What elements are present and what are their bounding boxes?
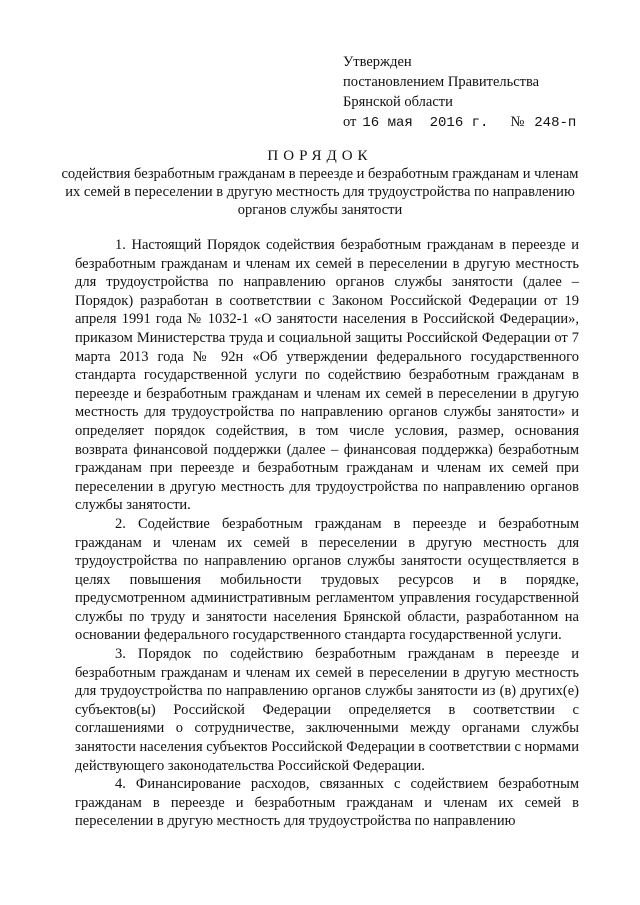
paragraph-3: 3. Порядок по содействию безработным гражданам в переезде и безработным гражданам и членам их семей в переселении в другую местность для трудоустройства по направлению органов службы занятости из (в) других(е) субъектов(ы) Российской Федерации определяется в соответствии с соглашениями о сотрудничестве, заключенными между органами службы занятости населения субъектов Российской Федерации в соответствии с нормами действующего законодательства Российской Федерации. — [75, 646, 579, 774]
approval-number-sign: № — [510, 114, 525, 130]
approval-line-region: Брянской области — [343, 94, 453, 110]
approval-date-value: 16 мая 2016 г. — [362, 115, 489, 131]
approval-line-resolution: постановлением Правительства — [343, 74, 540, 90]
paragraph-4: 4. Финансирование расходов, связанных с содействием безработным гражданам в переезде и безработным гражданам и членам их семей в переселении в другую местность для трудоустройства по направлению — [75, 776, 579, 830]
document-title: ПОРЯДОК — [267, 148, 373, 164]
paragraph-1: 1. Настоящий Порядок содействия безработным гражданам в переезде и безработным гражданам и членам их семей в переселении в другую местность для трудоустройства по направлению органов службы занятости (далее – Порядок) разработан в соответствии с Законом Российской Федерации от 19 апреля 1991 года № 1032-1 «О занятости населения в Российской Федерации», приказом Министерства труда и социальной защиты Российской Федерации от 7 марта 2013 года № 92н «Об утверждении федерального государственного стандарта государственной услуги по содействию безработным гражданам в переезде и безработным гражданам и членам их семей в переселении в другую местность для трудоустройства по направлению органов службы занятости» и определяет порядок содействия, в том числе условия, размер, основания возврата финансовой поддержки (далее – финансовая поддержка) безработным гражданам при переезде и безработным гражданам и членам их семей при переселении в другую местность для трудоустройства по направлению органов службы занятости. — [75, 237, 579, 514]
document-subtitle: содействия безработным гражданам в переезде и безработным гражданам и членам их семей в переселении в другую местность для трудоустройства по направлению органов службы занятости — [61, 166, 579, 218]
approval-date-prefix: от — [343, 114, 357, 130]
approval-number-value: 248-п — [534, 115, 577, 131]
paragraph-2: 2. Содействие безработным гражданам в переезде и безработным гражданам и членам их семей в переселении в другую местность для трудоустройства по направлению органов службы занятости осуществляется в целях повышения мобильности трудовых ресурсов и в порядке, предусмотренном административным регламентом управления государственной службы по труду и занятости населения Брянской области, разработанном на основании федерального государственного стандарта государственной услуги. — [75, 515, 579, 644]
approval-line-approved: Утвержден — [343, 54, 412, 70]
document-body — [75, 236, 579, 831]
approval-stamp — [343, 52, 603, 133]
approval-line-date — [343, 112, 603, 133]
